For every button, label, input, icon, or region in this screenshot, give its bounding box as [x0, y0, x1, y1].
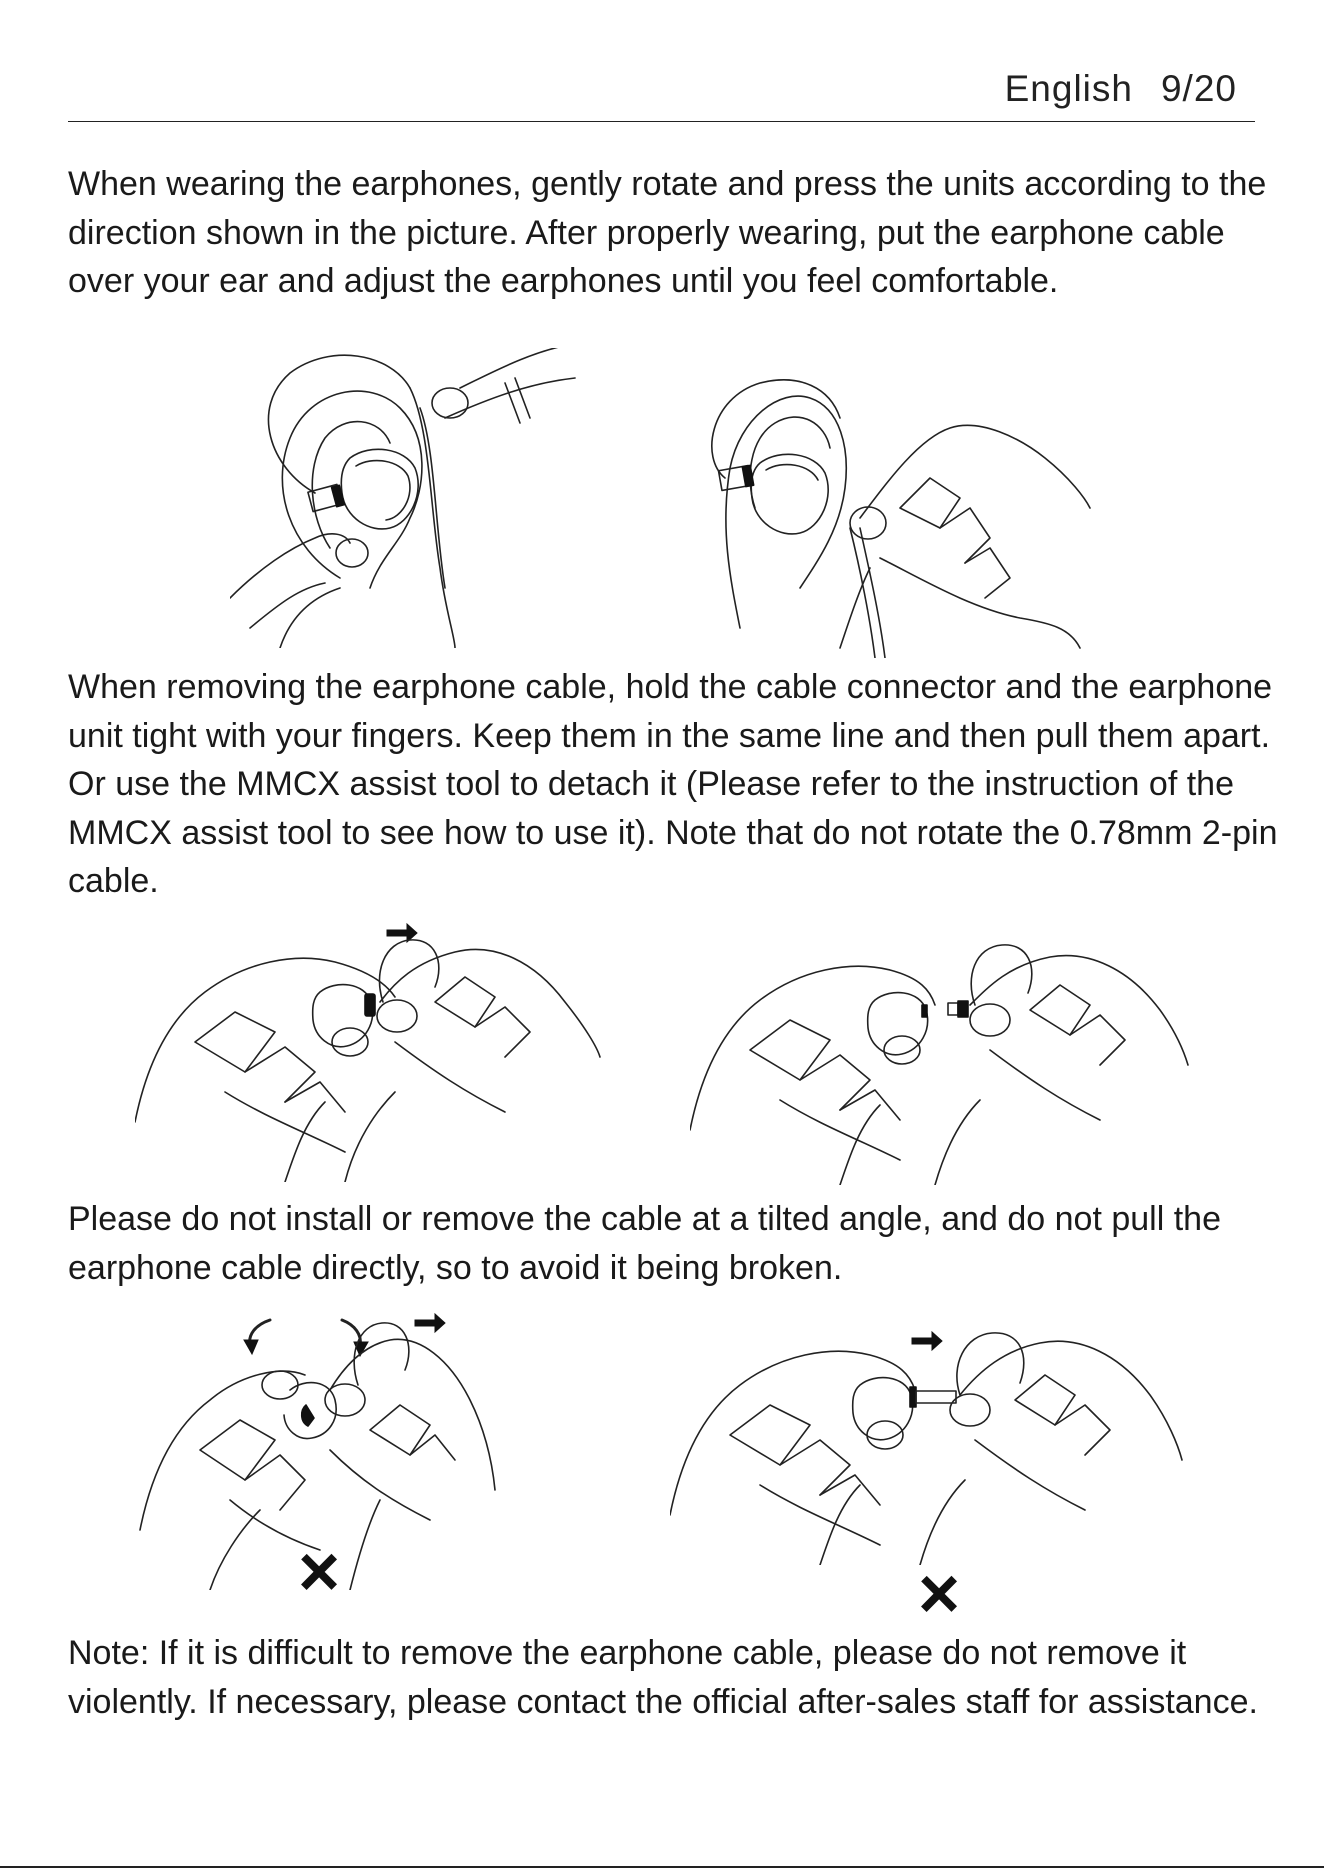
illustration-ear-adjusting [700, 378, 1100, 658]
ear-wearing-icon [230, 348, 590, 648]
pulling-directly-icon [670, 1325, 1190, 1565]
wrong-mark-left: × [298, 1532, 341, 1612]
page-header [68, 68, 1255, 122]
header-text [1005, 68, 1237, 110]
detached-cable-icon [690, 935, 1190, 1185]
wrong-mark-right: × [918, 1554, 961, 1634]
illustration-pulling-cable [135, 922, 605, 1182]
illustration-pulling-cable-directly [670, 1325, 1190, 1565]
ear-adjusting-icon [700, 378, 1100, 658]
header-language: English [1004, 68, 1133, 109]
illustration-ear-wearing [230, 348, 590, 648]
paragraph-note: Note: If it is difficult to remove the earphone cable, please do not remove it violently. If necessary, please contact the official after-sales staff for assistance. [68, 1634, 1258, 1721]
illustration-detached-cable [690, 935, 1190, 1185]
bottom-rule [0, 1866, 1324, 1868]
paragraph-wearing: When wearing the earphones, gently rotate and press the units according to the direction shown in the picture. After properly wearing, put the earphone cable over your ear and adjust the earphones until you feel comfortable. [68, 165, 1267, 300]
header-page-number: 9/20 [1160, 68, 1237, 109]
pulling-cable-icon [135, 922, 605, 1182]
paragraph-removing: When removing the earphone cable, hold the cable connector and the earphone unit tight with your fingers. Keep them in the same line and then pull them apart. Or use the MMCX assist tool to detach it (Please refer to the instruction of the MMCX assist tool to see how to use it). Note that do not rotate the 0.78mm 2-pin cable. [68, 668, 1278, 900]
paragraph-warning: Please do not install or remove the cable at a tilted angle, and do not pull the earphone cable directly, so to avoid it being broken. [68, 1200, 1221, 1287]
